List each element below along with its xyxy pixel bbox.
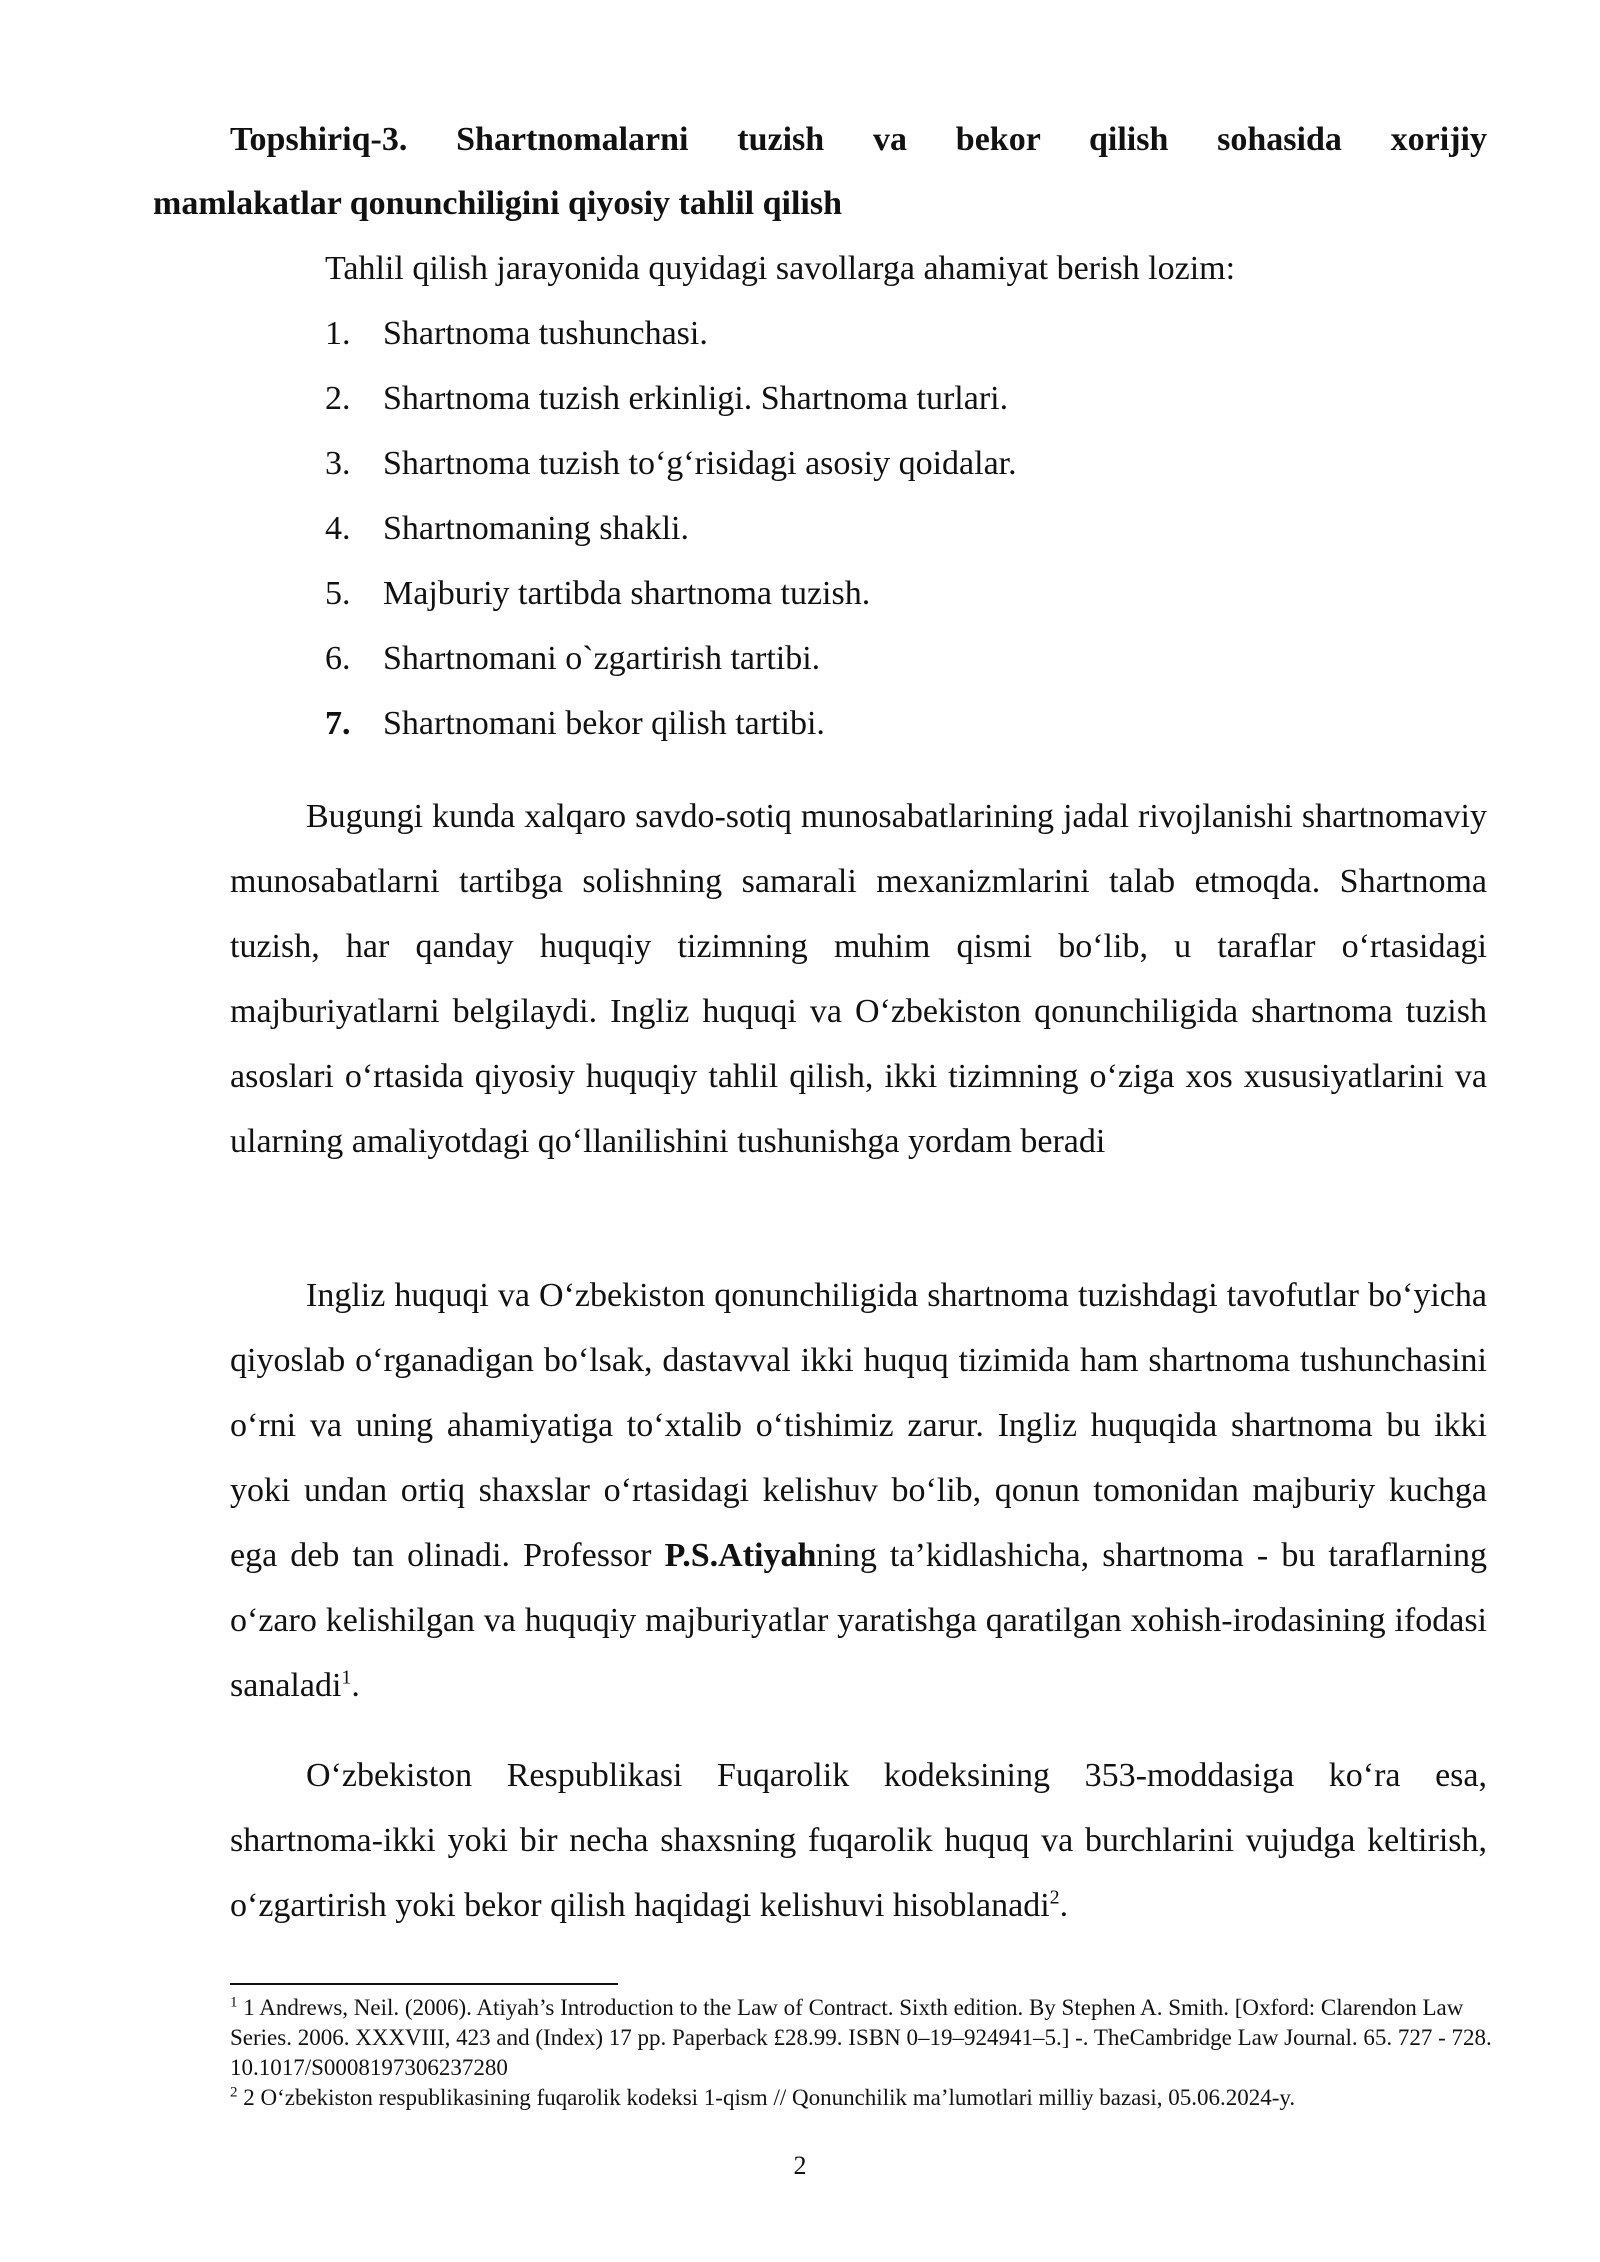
intro-sentence: Tahlil qilish jarayonida quyidagi savollarga ahamiyat berish lozim: <box>325 250 1236 287</box>
list-item <box>325 561 1017 626</box>
paragraph-end: . <box>351 1667 360 1704</box>
list-item-number: 1. <box>325 315 351 352</box>
list-item <box>325 301 1017 366</box>
paragraph-introduction: Bugungi kunda xalqaro savdo-sotiq munosabatlarining jadal rivojlanishi shartnomaviy munosabatlarni tartibga solishning samarali mexanizmlarini talab etmoqda. Shartnoma tuzish, har qanday huquqiy tizimning muhim qismi bo‘lib, u taraflar o‘rtasidagi majburiyatlarni belgilaydi. Ingliz huquqi va O‘zbekiston qonunchiligida shartnoma tuzish asoslari o‘rtasida qiyosiy huquqiy tahlil qilish, ikki tizimning o‘ziga xos xususiyatlarini va ularning amaliyotdagi qo‘llanilishini tushunishga yordam beradi <box>230 798 1487 1160</box>
list-item-number: 5. <box>325 575 351 612</box>
question-list <box>325 301 1017 756</box>
list-item <box>325 366 1017 431</box>
author-name: P.S.Atiyah <box>664 1537 817 1574</box>
paragraph-text: O‘zbekiston Respublikasi Fuqarolik kodeksining 353-moddasiga ko‘ra esa, shartnoma-ikki yoki bir necha shaxsning fuqarolik huquq va burchlarini vujudga keltirish, o‘zgartirish yoki bekor qilish haqidagi kelishuvi hisoblanadi <box>230 1757 1487 1924</box>
paragraph-english-law <box>230 1263 1487 1718</box>
task-heading <box>153 108 1487 236</box>
list-item-number: 3. <box>325 445 351 482</box>
footnote-text: 1 Andrews, Neil. (2006). Atiyah’s Introduction to the Law of Contract. Sixth edition. By Stephen A. Smith. [Oxford: Clarendon Law Series. 2006. XXXVIII, 423 and (Index) 17 pp. Paperback £28.99. ISBN 0–19–924941–5.] -. TheCambridge Law Journal. 65. 727 - 728. 10.1017/S0008197306237280 <box>230 1995 1492 2080</box>
list-item <box>325 626 1017 691</box>
list-item-text: Shartnoma tuzish to‘g‘risidagi asosiy qoidalar. <box>383 445 1017 482</box>
list-item-text: Shartnomani o`zgartirish tartibi. <box>383 640 821 677</box>
list-item-text: Shartnoma tuzish erkinligi. Shartnoma turlari. <box>383 380 1009 417</box>
footnote-text: 2 O‘zbekiston respublikasining fuqarolik kodeksi 1-qism // Qonunchilik ma’lumotlari milliy bazasi, 05.06.2024-y. <box>237 2085 1296 2110</box>
list-item-number: 2. <box>325 380 351 417</box>
list-item-text: Majburiy tartibda shartnoma tuzish. <box>383 575 871 612</box>
list-item-number: 7. <box>325 705 351 742</box>
list-item-text: Shartnomaning shakli. <box>383 510 689 547</box>
paragraph-text: Ingliz huquqi va O‘zbekiston qonunchiligida shartnoma tuzishdagi tavofutlar bo‘yicha qiyoslab o‘rganadigan bo‘lsak, dastavval ikki huquq tizimida ham shartnoma tushunchasini o‘rni va uning ahamiyatiga to‘xtalib o‘tishimiz zarur. Ingliz huquqida shartnoma bu ikki yoki undan ortiq shaxslar o‘rtasidagi kelishuv bo‘lib, qonun tomonidan majburiy kuchga ega deb tan olinadi. Professor <box>230 1277 1487 1574</box>
paragraph-end: . <box>1059 1887 1069 1924</box>
page-number: 2 <box>793 2151 807 2180</box>
footnotes <box>230 1993 1495 2113</box>
list-item-text: Shartnomani bekor qilish tartibi. <box>383 705 825 742</box>
task-heading-line-2: mamlakatlar qonunchiligini qiyosiy tahlil qilish <box>153 185 843 222</box>
list-item-text: Shartnoma tushunchasi. <box>383 315 708 352</box>
footnote-reference[interactable]: 1 <box>341 1666 352 1689</box>
footnote-mark: 2 <box>230 2084 238 2101</box>
list-item-number: 6. <box>325 640 351 677</box>
paragraph-text: ning ta’kidlashicha, shartnoma - bu taraflarning o‘zaro kelishilgan va huquqiy majburiyatlar yaratishga qaratilgan xohish-irodasining ifodasi sanaladi <box>230 1537 1487 1704</box>
footnote-mark: 1 <box>230 1994 238 2011</box>
paragraph-uzbek-law <box>230 1743 1487 1938</box>
footnote <box>230 1993 1495 2083</box>
task-heading-line-1: Topshiriq-3. Shartnomalarni tuzish va bekor qilish sohasida xorijiy <box>230 121 1487 158</box>
footnote-separator <box>230 1983 618 1985</box>
footnote-reference[interactable]: 2 <box>1049 1886 1060 1909</box>
list-item <box>325 691 1017 756</box>
list-item <box>325 496 1017 561</box>
footnote <box>230 2083 1495 2113</box>
list-item-number: 4. <box>325 510 351 547</box>
list-item <box>325 431 1017 496</box>
